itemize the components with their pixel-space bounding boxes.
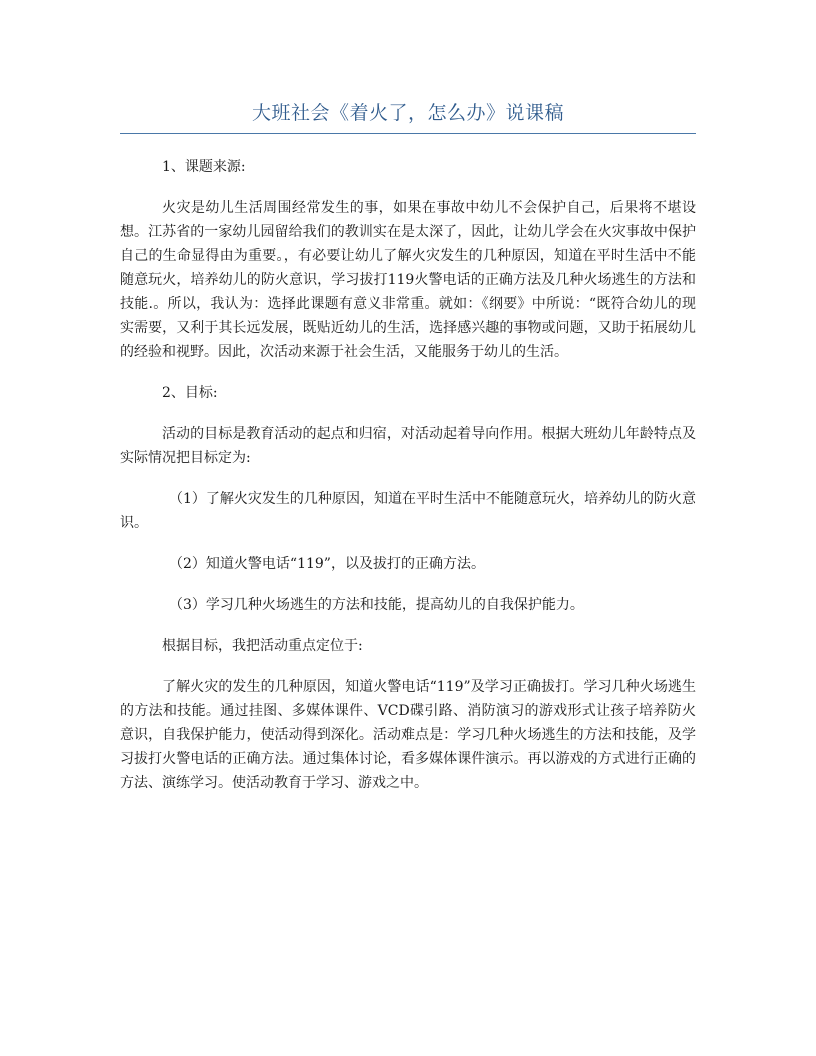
section-heading-source: 1、课题来源: bbox=[162, 159, 246, 175]
paragraph-goals-intro: 活动的目标是教育活动的起点和归宿，对活动起着导向作用。根据大班幼儿年龄特点及实际情况把目标定为: bbox=[120, 426, 696, 466]
section-heading-goals: 2、目标: bbox=[162, 385, 218, 401]
paragraph-source: 火灾是幼儿生活周围经常发生的事，如果在事故中幼儿不会保护自己，后果将不堪设想。江苏省的一家幼儿园留给我们的教训实在是太深了，因此，让幼儿学会在火灾事故中保护自己的生命显得由为重要。，有必要让幼儿了解火灾发生的几种原因，知道在平时生活中不能随意玩火，培养幼儿的防火意识，学习拔打119火警电话的正确方法及几种火场逃生的方法和技能.。所以，我认为：选择此课题有意义非常重。就如：《纲要》中所说：“既符合幼儿的现实需要，又利于其长远发展，既贴近幼儿的生活，选择感兴趣的事物或问题，又助于拓展幼儿的经验和视野。因此，次活动来源于社会生活，又能服务于幼儿的生活。 bbox=[120, 200, 696, 360]
goal-item-3: （3）学习几种火场逃生的方法和技能，提高幼儿的自我保护能力。 bbox=[169, 597, 584, 613]
goal-item-2: （2）知道火警电话“119”，以及拔打的正确方法。 bbox=[169, 556, 485, 572]
goal-item-1: （1）了解火灾发生的几种原因，知道在平时生活中不能随意玩火，培养幼儿的防火意识。 bbox=[120, 491, 696, 531]
document-title: 大班社会《着火了，怎么办》说课稿 bbox=[251, 102, 564, 124]
paragraph-focus-intro: 根据目标，我把活动重点定位于: bbox=[162, 638, 363, 654]
paragraph-focus: 了解火灾的发生的几种原因，知道火警电话“119”及学习正确拔打。学习几种火场逃生的方法和技能。通过挂图、多媒体课件、VCD碟引路、消防演习的游戏形式让孩子培养防火意识，自我保护能力，使活动得到深化。活动难点是：学习几种火场逃生的方法和技能，及学习拔打火警电话的正确方法。通过集体讨论，看多媒体课件演示。再以游戏的方式进行正确的方法、演练学习。使活动教育于学习、游戏之中。 bbox=[120, 679, 696, 791]
title-underline bbox=[120, 133, 696, 134]
document-body bbox=[120, 155, 696, 812]
